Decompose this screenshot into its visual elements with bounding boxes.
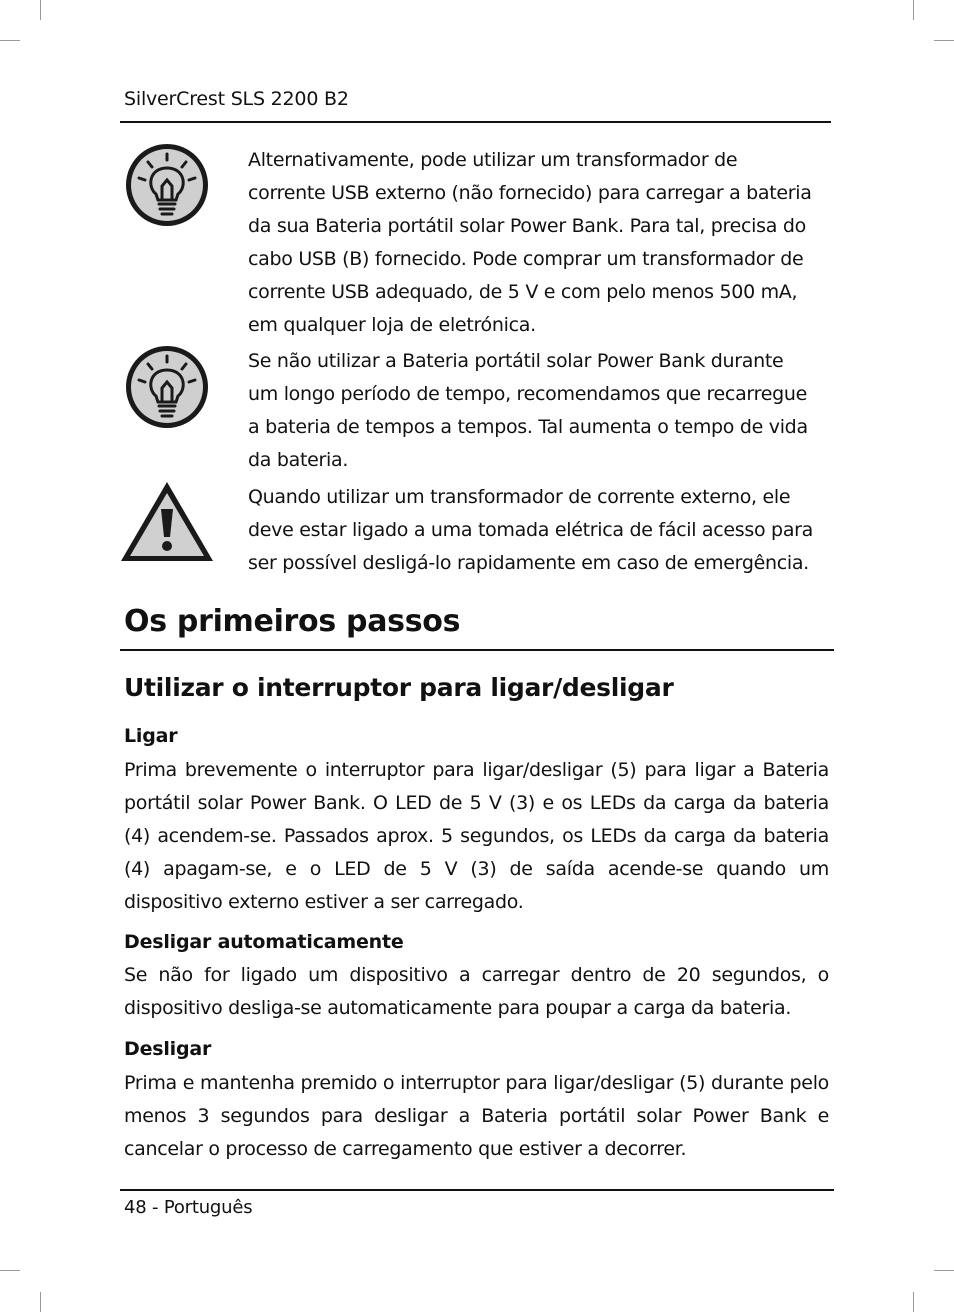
crop-mark [934,1270,954,1271]
note-text: Quando utilizar um transformador de corrente externo, ele deve estar ligado a uma tomada elétrica de fácil acesso para ser possível desligá-lo rapidamente em caso de emergência. [248,486,814,574]
subsection-heading: Ligar [124,725,178,747]
lightbulb-icon [124,142,210,232]
page-number: 48 - Português [124,1197,253,1218]
section-subtitle: Utilizar o interruptor para ligar/desligar [124,673,674,702]
warning-icon [118,479,216,569]
crop-mark [913,0,914,20]
note-text: Se não utilizar a Bateria portátil solar Power Bank durante um longo período de tempo, recomendamos que recarregue a bateria de tempos a tempos. Tal aumenta o tempo de vida da bateria. [248,350,808,471]
subsection-text: Prima brevemente o interruptor para ligar/desligar (5) para ligar a Bateria portátil solar Power Bank. O LED de 5 V (3) e os LEDs da carga da bateria (4) acendem-se. Passados aprox. 5 segundos, os LEDs da carga da bateria (4) apagam-se, e o LED de 5 V (3) de saída acende-se quando um dispositivo externo estiver a ser carregado. [124,759,829,913]
crop-mark [934,40,954,41]
lightbulb-icon [124,344,210,434]
header-title: SilverCrest SLS 2200 B2 [124,88,349,110]
section-title: Os primeiros passos [124,604,461,639]
subsection-text: Se não for ligado um dispositivo a carregar dentro de 20 segundos, o dispositivo desliga-se automaticamente para poupar a carga da bateria. [124,964,829,1019]
subsection-text: Prima e mantenha premido o interruptor para ligar/desligar (5) durante pelo menos 3 segundos para desligar a Bateria portátil solar Power Bank e cancelar o processo de carregamento que estiver a decorrer. [124,1072,829,1160]
crop-mark [40,0,41,20]
crop-mark [913,1292,914,1312]
section-rule [120,649,834,651]
note-text: Alternativamente, pode utilizar um transformador de corrente USB externo (não fornecido) para carregar a bateria da sua Bateria portátil solar Power Bank. Para tal, precisa do cabo USB (B) fornecido. Pode comprar um transformador de corrente USB adequado, de 5 V e com pelo menos 500 mA, em qualquer loja de eletrónica. [248,149,812,336]
crop-mark [0,1270,20,1271]
subsection-heading: Desligar [124,1038,212,1060]
crop-mark [0,40,20,41]
footer-rule [120,1189,834,1191]
header-rule [120,121,831,123]
crop-mark [40,1292,41,1312]
subsection-heading: Desligar automaticamente [124,931,404,953]
